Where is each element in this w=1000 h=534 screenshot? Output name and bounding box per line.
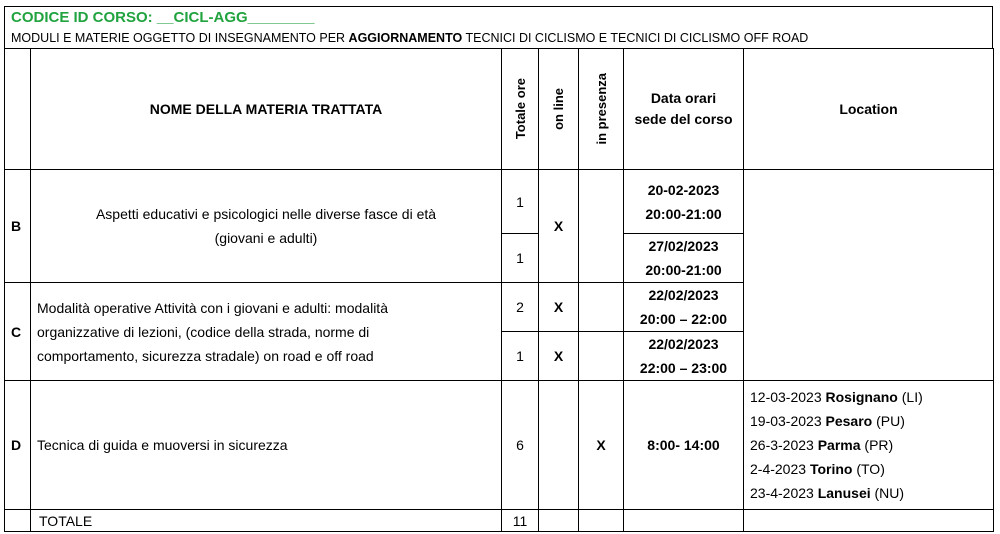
column-header-in-person: in presenza [593,73,609,145]
location-cell-bc [744,170,994,381]
subtitle-text-end: TECNICI DI CICLISMO E TECNICI DI CICLISMO OFF ROAD [462,31,809,45]
subject-c-line2: organizzative di lezioni, (codice della strada, norme di [37,323,370,340]
time-d: 8:00- 14:00 [624,381,744,510]
table-header-row [5,49,994,170]
location-date: 12-03-2023 [750,389,826,405]
location-item [750,385,987,409]
total-online-cell [539,510,579,532]
total-hours: 11 [502,510,539,532]
header-section-cell [5,49,31,170]
course-code: CODICE ID CORSO: __CICL-AGG________ [11,9,315,26]
date-c1-time: 20:00 – 22:00 [639,311,728,327]
in-person-d: X [579,381,624,510]
location-province: (NU) [870,485,905,501]
column-header-hours-cell [502,49,539,170]
hours-d: 6 [502,381,539,510]
course-table [4,48,994,532]
date-b1 [624,170,744,234]
location-city: Parma [817,437,861,453]
column-header-hours: Totale ore [512,78,528,140]
in-person-c1 [579,283,624,332]
column-header-online-cell [539,49,579,170]
online-c2: X [539,332,579,381]
section-label-c: C [5,283,31,381]
total-location-cell [744,510,994,532]
subject-cell-b [31,170,502,283]
section-label-b: B [5,170,31,283]
online-d [539,381,579,510]
online-b: X [539,170,579,283]
date-c1 [624,283,744,332]
date-c1-day: 22/02/2023 [648,287,719,303]
location-date: 19-03-2023 [750,413,826,429]
subtitle-highlight: AGGIORNAMENTO [348,31,463,45]
subject-b-line1: Aspetti educativi e psicologici nelle diverse fasce di età [95,206,437,222]
column-header-location: Location [744,49,994,170]
location-date: 26-3-2023 [750,437,818,453]
section-label-d: D [5,381,31,510]
column-header-date-line1: Data orari [650,90,717,106]
total-row [5,510,994,532]
date-b1-time: 20:00-21:00 [645,205,722,222]
subject-c-line3: comportamento, sicurezza stradale) on road e off road [37,347,374,364]
location-province: (LI) [897,389,923,405]
total-in-person-cell [579,510,624,532]
location-item [750,457,987,481]
total-date-cell [624,510,744,532]
location-city: Pesaro [825,413,873,429]
date-b1-day: 20-02-2023 [647,181,720,198]
location-item [750,433,987,457]
table-row [5,170,994,234]
column-header-online: on line [551,88,566,130]
column-header-in-person-cell [579,49,624,170]
date-b2 [624,234,744,283]
location-province: (PR) [860,437,894,453]
location-province: (TO) [852,461,885,477]
in-person-c2 [579,332,624,381]
subject-c-line1: Modalità operative Attività con i giovani e adulti: modalità [37,299,388,316]
location-city: Rosignano [825,389,898,405]
column-header-date-line2: sede del corso [634,111,733,127]
hours-b2: 1 [502,234,539,283]
hours-c2: 1 [502,332,539,381]
location-item [750,409,987,433]
date-b2-time: 20:00-21:00 [645,262,722,278]
document-header [4,6,993,48]
subject-d: Tecnica di guida e muoversi in sicurezza [31,381,502,510]
date-c2-time: 22:00 – 23:00 [639,360,728,376]
date-b2-day: 27/02/2023 [648,238,719,254]
location-list-d [744,381,994,510]
subject-b-line2: (giovani e adulti) [214,230,318,246]
date-c2-day: 22/02/2023 [648,336,719,352]
total-label: TOTALE [31,510,502,532]
total-section-cell [5,510,31,532]
subtitle-text: MODULI E MATERIE OGGETTO DI INSEGNAMENTO PER [11,31,349,45]
location-city: Torino [809,461,853,477]
date-c2 [624,332,744,381]
location-province: (PU) [872,413,905,429]
column-header-subject: NOME DELLA MATERIA TRATTATA [31,49,502,170]
table-row [5,381,994,510]
subject-cell-c [31,283,502,381]
in-person-b [579,170,624,283]
online-c1: X [539,283,579,332]
hours-b1: 1 [502,170,539,234]
column-header-date [624,49,744,170]
location-item [750,481,987,505]
hours-c1: 2 [502,283,539,332]
location-date: 23-4-2023 [750,485,818,501]
location-date: 2-4-2023 [750,461,810,477]
document-subtitle [11,31,808,45]
location-city: Lanusei [817,485,871,501]
